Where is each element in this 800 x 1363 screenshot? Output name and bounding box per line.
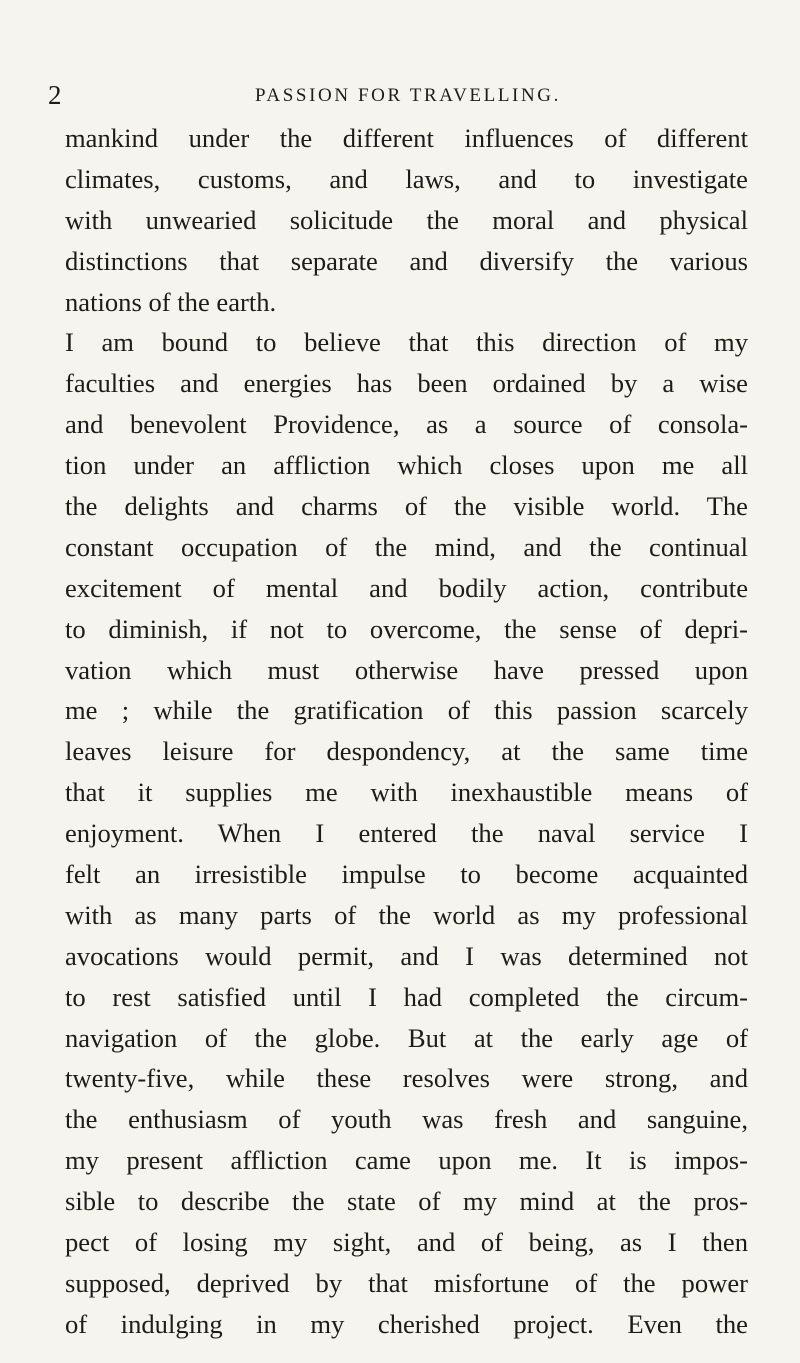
text-line: sible to describe the state of my mind at the pros-	[65, 1186, 748, 1217]
running-head: PASSION FOR TRAVELLING.	[255, 85, 561, 106]
text-line: leaves leisure for despondency, at the same time	[65, 736, 748, 767]
text-line: excitement of mental and bodily action, contribute	[65, 572, 748, 603]
text-line: mankind under the different influences of different	[65, 123, 748, 153]
text-line: navigation of the globe. But at the early age of	[65, 1022, 748, 1053]
text-line: felt an irresistible impulse to become acquainted	[65, 859, 748, 890]
text-line: I am bound to believe that this direction of my	[65, 327, 748, 358]
text-line: avocations would permit, and I was determined not	[65, 940, 748, 971]
body-text	[65, 118, 748, 1345]
page-number: 2	[48, 80, 62, 110]
text-line: with unwearied solicitude the moral and physical	[65, 204, 748, 235]
text-line: of indulging in my cherished project. Even the	[65, 1308, 748, 1339]
text-line: my present affliction came upon me. It is impos-	[65, 1145, 748, 1176]
text-line: and benevolent Providence, as a source of consola-	[65, 409, 748, 440]
text-line: constant occupation of the mind, and the continual	[65, 531, 748, 562]
text-line: supposed, deprived by that misfortune of the power	[65, 1267, 748, 1298]
text-line: with as many parts of the world as my professional	[65, 899, 748, 930]
text-line: the enthusiasm of youth was fresh and sanguine,	[65, 1104, 748, 1135]
text-line: nations of the earth.	[65, 286, 277, 317]
text-line: to rest satisfied until I had completed the circum-	[65, 981, 748, 1012]
text-line: enjoyment. When I entered the naval service I	[65, 818, 748, 849]
text-line: pect of losing my sight, and of being, as I then	[65, 1227, 748, 1258]
text-line: climates, customs, and laws, and to investigate	[65, 163, 748, 194]
text-line: that it supplies me with inexhaustible means of	[65, 777, 748, 808]
text-line: distinctions that separate and diversify the various	[65, 245, 748, 276]
page-header	[48, 80, 768, 110]
text-line: me ; while the gratification of this passion scarcely	[65, 695, 748, 726]
text-line: vation which must otherwise have pressed upon	[65, 654, 748, 685]
text-line: to diminish, if not to overcome, the sense of depri-	[65, 613, 748, 644]
text-line: faculties and energies has been ordained by a wise	[65, 368, 748, 399]
text-line: the delights and charms of the visible world. The	[65, 491, 748, 522]
text-line: tion under an affliction which closes upon me all	[65, 450, 748, 481]
text-line: twenty-five, while these resolves were strong, and	[65, 1063, 748, 1094]
